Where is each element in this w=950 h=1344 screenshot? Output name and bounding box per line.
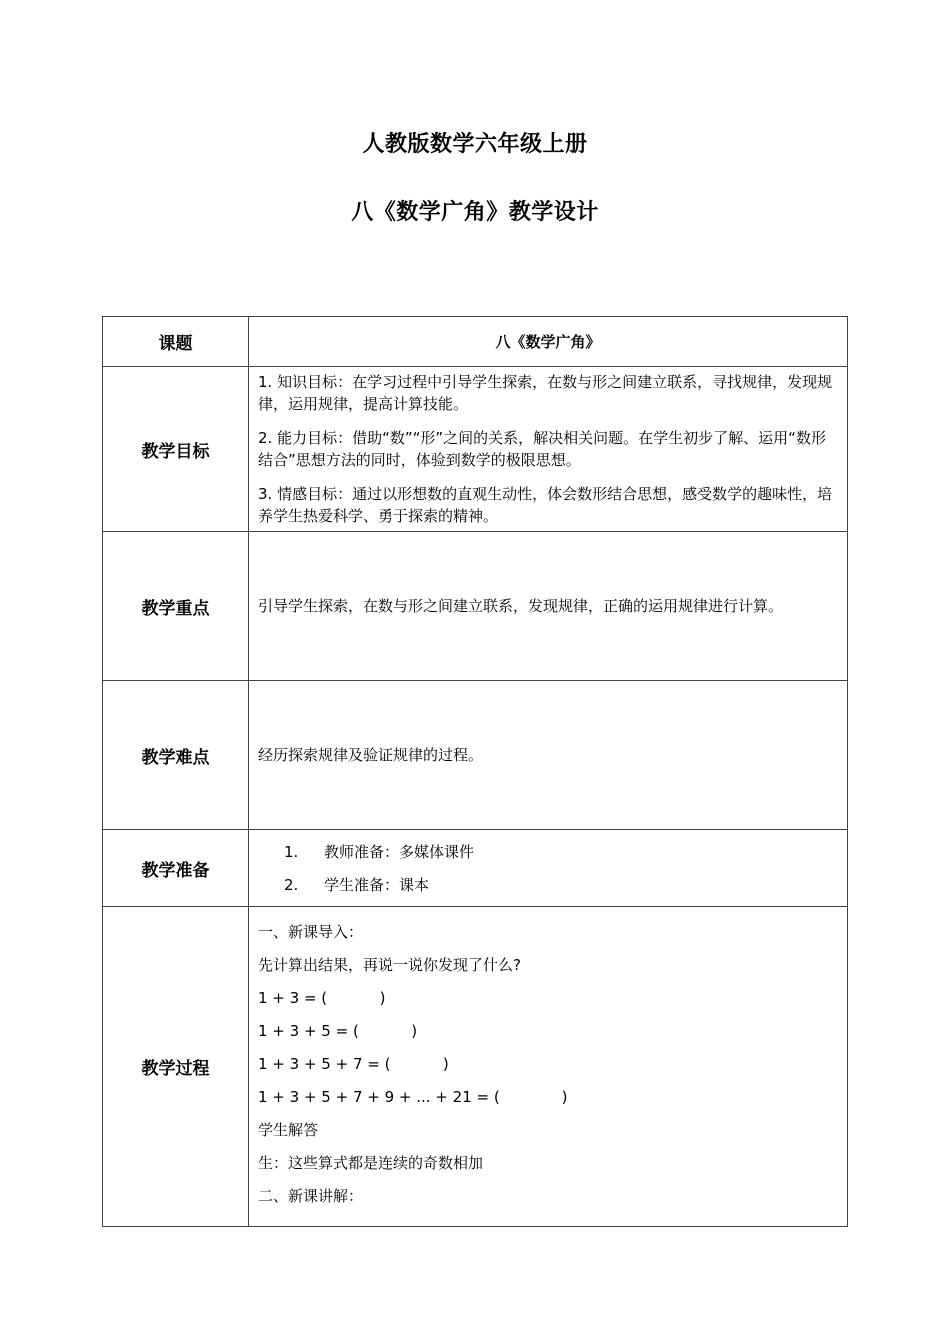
key-points-value: 引导学生探索，在数与形之间建立联系，发现规律，正确的运用规律进行计算。 xyxy=(249,532,848,681)
difficulties-label: 教学难点 xyxy=(103,681,249,830)
process-line: 1 + 3 = ( ) xyxy=(258,989,386,1007)
process-cell xyxy=(249,907,848,1227)
preparation-cell xyxy=(249,830,848,907)
difficulties-value: 经历探索规律及验证规律的过程。 xyxy=(249,681,848,830)
process-label: 教学过程 xyxy=(103,907,249,1227)
process-line: 1 + 3 + 5 + 7 + 9 + ... + 21 = ( ) xyxy=(258,1088,568,1106)
goal-knowledge: 1. 知识目标：在学习过程中引导学生探索，在数与形之间建立联系，寻找规律，发现规律，运用规律，提高计算技能。 xyxy=(258,373,833,413)
process-line: 二、新课讲解： xyxy=(258,1187,364,1205)
process-line: 1 + 3 + 5 + 7 = ( ) xyxy=(258,1055,449,1073)
preparation-number: 1. xyxy=(284,842,299,861)
goal-ability: 2. 能力目标：借助“数”“形”之间的关系，解决相关问题。在学生初步了解、运用“数形结合”思想方法的同时，体验到数学的极限思想。 xyxy=(258,429,826,469)
preparation-number: 2. xyxy=(284,875,299,894)
topic-label: 课题 xyxy=(103,317,249,367)
process-line: 先计算出结果，再说一说你发现了什么? xyxy=(258,956,521,974)
preparation-label: 教学准备 xyxy=(103,830,249,907)
table-row-difficulties xyxy=(103,681,848,830)
preparation-item-student xyxy=(258,868,838,901)
table-row-process xyxy=(103,907,848,1227)
process-line: 一、新课导入： xyxy=(258,923,364,941)
topic-value: 八《数学广角》 xyxy=(249,317,848,367)
document-title: 人教版数学六年级上册 xyxy=(362,132,588,157)
table-row-key-points xyxy=(103,532,848,681)
process-line: 1 + 3 + 5 = ( ) xyxy=(258,1022,418,1040)
goals-label: 教学目标 xyxy=(103,367,249,532)
table-row-preparation xyxy=(103,830,848,907)
preparation-text: 学生准备：课本 xyxy=(324,875,430,894)
goal-emotion: 3. 情感目标：通过以形想数的直观生动性，体会数形结合思想，感受数学的趣味性，培养学生热爱科学、勇于探索的精神。 xyxy=(258,485,833,525)
preparation-text: 教师准备：多媒体课件 xyxy=(324,842,475,861)
document-subtitle: 八《数学广角》教学设计 xyxy=(351,200,599,225)
table-row-topic xyxy=(103,317,848,367)
process-line: 学生解答 xyxy=(258,1121,319,1139)
preparation-item-teacher xyxy=(258,835,838,868)
table-row-goals xyxy=(103,367,848,532)
process-line: 生：这些算式都是连续的奇数相加 xyxy=(258,1154,484,1172)
goals-cell xyxy=(249,367,848,532)
lesson-plan-table xyxy=(102,316,848,1227)
key-points-label: 教学重点 xyxy=(103,532,249,681)
